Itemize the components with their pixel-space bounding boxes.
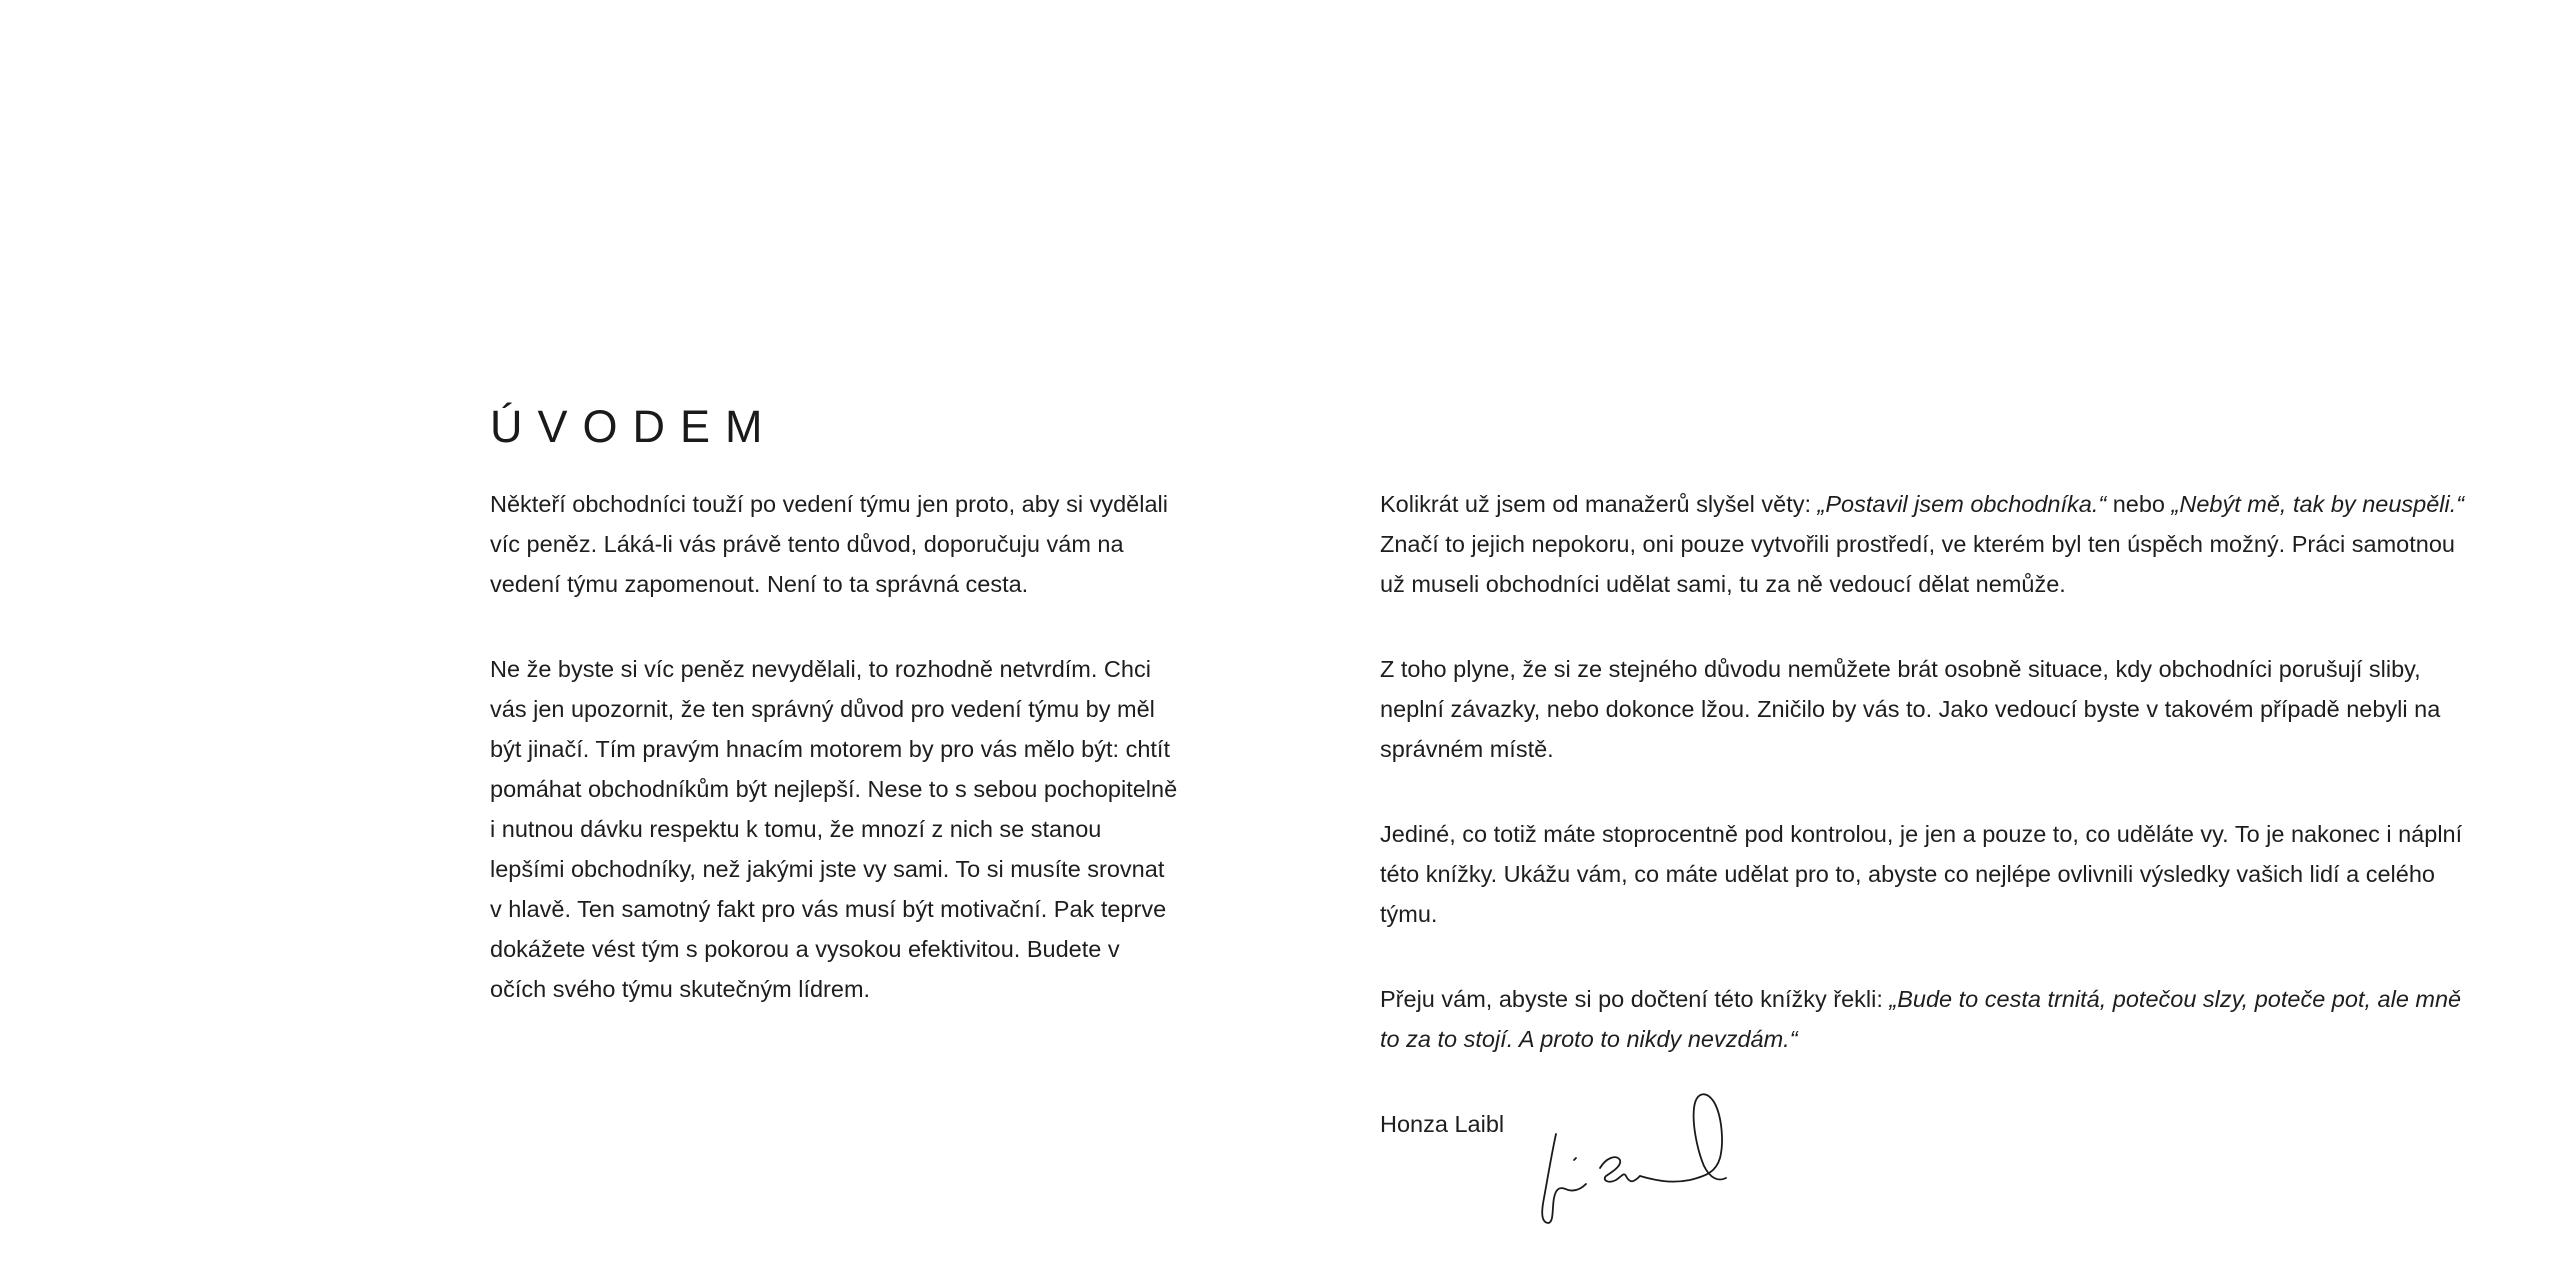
author-name: Honza Laibl xyxy=(1380,1111,1505,1137)
paragraph-text: Kolikrát už jsem od manažerů slyšel věty: xyxy=(1380,491,1818,517)
handwritten-signature xyxy=(1530,1080,1750,1230)
paragraph: Někteří obchodníci touží po vedení týmu jen proto, aby si vydělali víc peněz. Láká-li vás právě tento důvod, doporučuju vám na vedení týmu zapomenout. Není to ta správná cesta. xyxy=(490,491,1168,597)
paragraph: Jediné, co totiž máte stoprocentně pod kontrolou, je jen a pouze to, co uděláte vy. To je nakonec i náplní této knížky. Ukážu vám, co máte udělat pro to, abyste co nejlépe ovlivnili výsledky vašich lidí a celého týmu. xyxy=(1380,821,2463,927)
paragraph: Z toho plyne, že si ze stejného důvodu nemůžete brát osobně situace, kdy obchodníci porušují sliby, neplní závazky, nebo dokonce lžou. Zničilo by vás to. Jako vedoucí byste v takovém případě nebyli na správném místě. xyxy=(1380,656,2441,762)
paragraph-text: nebo xyxy=(2106,491,2172,517)
left-column xyxy=(490,484,1180,1054)
paragraph xyxy=(1380,484,2470,604)
page-title: ÚVODEM xyxy=(490,401,778,452)
quote: „Bude to cesta trnitá, potečou slzy, poteče pot, ale mně to za to stojí. A proto to nikdy nevzdám.“ xyxy=(1380,986,2462,1052)
paragraph: Ne že byste si víc peněz nevydělali, to rozhodně netvrdím. Chci vás jen upozornit, že ten správný důvod pro vedení týmu by měl být jinačí. Tím pravým hnacím motorem by pro vás mělo být: chtít pomáhat obchodníkům být nejlepší. Nese to s sebou pochopitelně i nutnou dávku respektu k tomu, že mnozí z nich se stanou lepšími obchodníky, než jakými jste vy sami. To si musíte srovnat v hlavě. Ten samotný fakt pro vás musí být motivační. Pak teprve dokážete vést tým s pokorou a vysokou efektivitou. Budete v očích svého týmu skutečným lídrem. xyxy=(490,656,1178,1002)
right-column xyxy=(1380,484,2470,1104)
paragraph-text: Značí to jejich nepokoru, oni pouze vytvořili prostředí, ve kterém byl ten úspěch možný. Práci samotnou už museli obchodníci udělat sami, tu za ně vedoucí dělat nemůže. xyxy=(1380,531,2455,597)
quote: „Postavil jsem obchodníka.“ xyxy=(1817,491,2107,517)
paragraph-text: Přeju vám, abyste si po dočtení této knížky řekli: xyxy=(1380,986,1890,1012)
paragraph xyxy=(1380,979,2470,1059)
quote: „Nebýt mě, tak by neuspěli.“ xyxy=(2171,491,2465,517)
